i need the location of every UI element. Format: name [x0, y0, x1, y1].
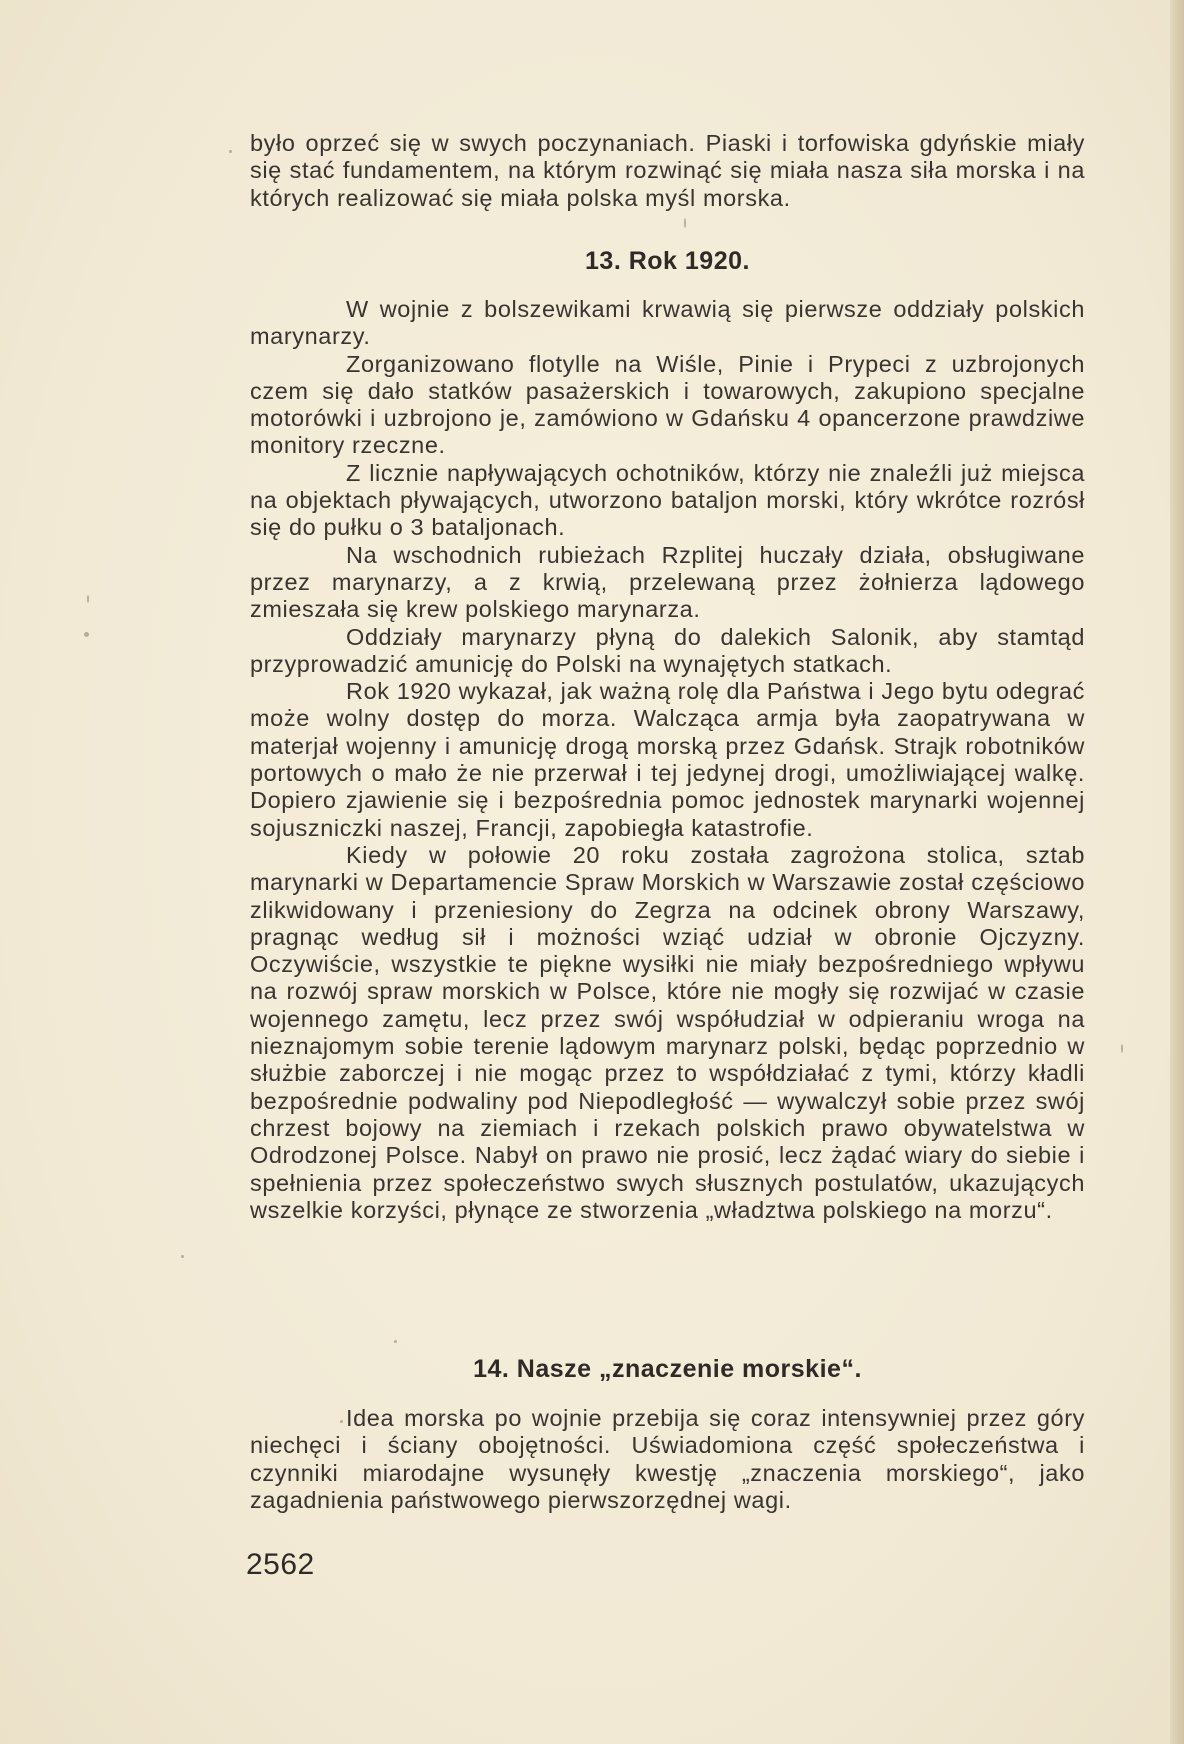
paper-speck — [394, 1340, 397, 1343]
body-paragraph: Idea morska po wojnie przebija się coraz intensywniej przez góry niechęci i ściany obojętności. Uświadomiona część społeczeństwa i czynniki miarodajne wysunęły kwestję „znaczenia morskiego“, jako zagadnienia państwowego pierwszorzędnej wagi. — [250, 1405, 1085, 1513]
paper-speck — [87, 595, 89, 603]
paper-speck — [181, 1255, 184, 1258]
opening-text — [250, 130, 1085, 212]
section-13-text — [250, 296, 1085, 1224]
body-paragraph: było oprzeć się w swych poczynaniach. Piaski i torfowiska gdyńskie miały się stać fundamentem, na którym rozwinąć się miała nasza siła morska i na których realizować się miała polska myśl morska. — [250, 130, 1085, 211]
body-paragraph: Z licznie napływających ochotników, którzy nie znaleźli już miejsca na objektach pływających, utworzono bataljon morski, który wkrótce rozrósł się do pułku o 3 bataljonach. — [250, 459, 1085, 541]
paper-speck — [684, 218, 686, 228]
body-paragraph: Oddziały marynarzy płyną do dalekich Salonik, aby stamtąd przyprowadzić amunicję do Polski na wynajętych statkach. — [250, 623, 1085, 677]
paper-speck — [229, 150, 232, 153]
body-paragraph: W wojnie z bolszewikami krwawią się pierwsze oddziały polskich marynarzy. — [250, 296, 1085, 350]
body-paragraph: Na wschodnich rubieżach Rzplitej huczały działa, obsługiwane przez marynarzy, a z krwią, przelewaną przez żołnierza lądowego zmieszała się krew polskiego marynarza. — [250, 541, 1085, 623]
paper-speck — [84, 632, 89, 637]
body-paragraph: Zorganizowano flotylle na Wiśle, Pinie i Prypeci z uzbrojonych czem się dało statków pasażerskich i towarowych, zakupiono specjalne motorówki i uzbrojono je, zamówiono w Gdańsku 4 opancerzone prawdziwe monitory rzeczne. — [250, 350, 1085, 459]
body-paragraph: Kiedy w połowie 20 roku została zagrożona stolica, sztab marynarki w Departamencie Spraw Morskich w Warszawie został częściowo zlikwidowany i przeniesiony do Zegrza na odcinek obrony Warszawy, pragnąc według sił i możności wziąć udział w obronie Ojczyzny. Oczywiście, wszystkie te piękne wysiłki nie miały bezpośredniego wpływu na rozwój spraw morskich w Polsce, które nie mogły się rozwijać w czasie wojennego zamętu, lecz przez swój współudział w odpieraniu wroga na nieznajomym sobie terenie lądowym marynarz polski, będąc poprzednio w służbie zaborczej i nie mogąc przez to współdziałać z tymi, którzy kładli bezpośrednie podwaliny pod Niepodległość — wywalczył sobie przez swój chrzest bojowy na ziemiach i rzekach polskich prawo obywatelstwa w Odrodzonej Polsce. Nabył on prawo nie prosić, lecz żądać wiary do siebie i spełnienia przez społeczeństwo swych słusznych postulatów, ukazujących wszelkie korzyści, płynące ze stworzenia „władztwa polskiego na morzu“. — [250, 841, 1085, 1223]
page-edge-shadow — [1170, 0, 1184, 1744]
paper-speck — [1121, 1044, 1123, 1053]
body-paragraph: Rok 1920 wykazał, jak ważną rolę dla Państwa i Jego bytu odegrać może wolny dostęp do morza. Walcząca armja była zaopatrywana w materjał wojenny i amunicję drogą morską przez Gdańsk. Strajk robotników portowych o mało że nie przerwał i tej jedynej drogi, umożliwiającej walkę. Dopiero zjawienie się i bezpośrednia pomoc jednostek marynarki wojennej sojuszniczki naszej, Francji, zapobiegła katastrofie. — [250, 678, 1085, 841]
section-heading: 14. Nasze „znaczenie morskie“. — [473, 1355, 862, 1383]
section-heading: 13. Rok 1920. — [585, 247, 750, 275]
page-number: 2562 — [246, 1548, 315, 1581]
section-14-text — [250, 1405, 1085, 1514]
